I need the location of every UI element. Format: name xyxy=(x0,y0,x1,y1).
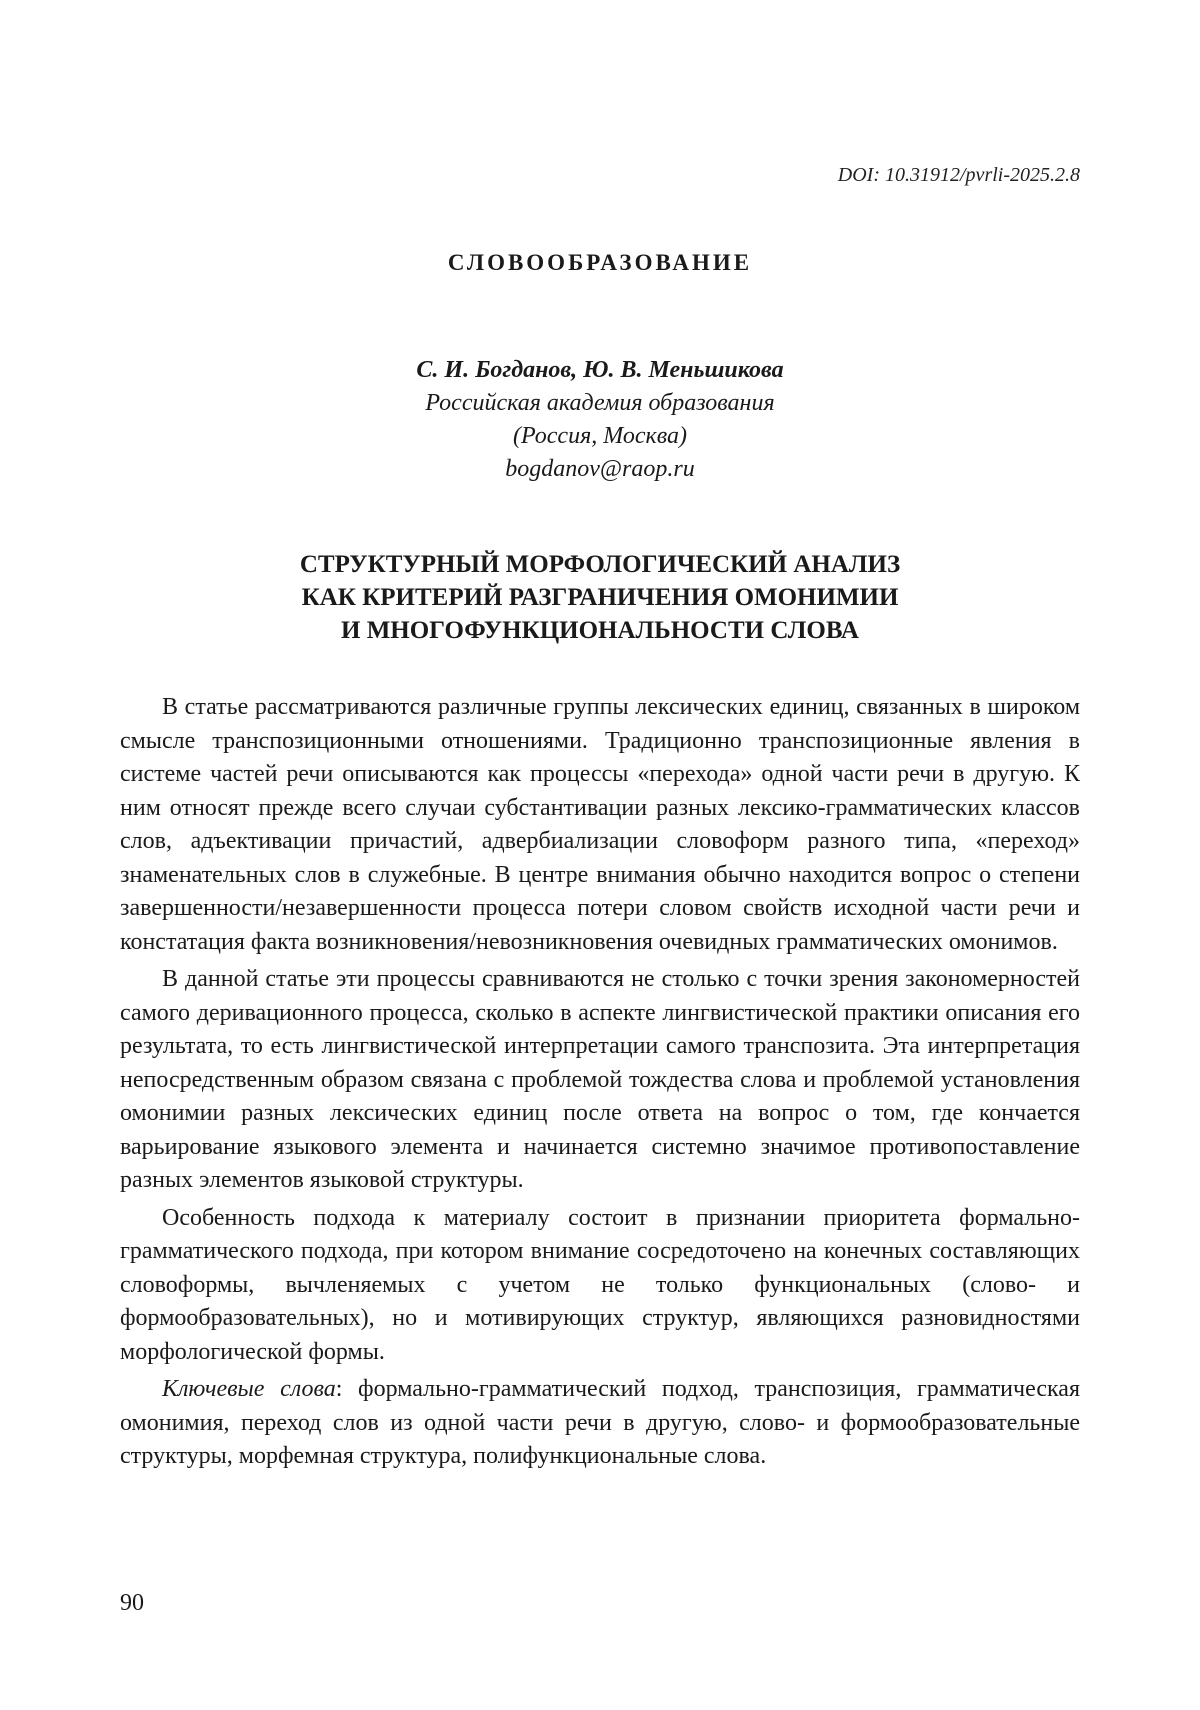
abstract-paragraph: В данной статье эти процессы сравниваются не столько с точки зрения закономерностей самого деривационного процесса, сколько в аспекте лингвистической практики описания его результата, то есть лингвистической интерпретации самого транспозита. Эта интерпретация непосредственным образом связана с проблемой тождества слова и проблемой установления омонимии разных лексических единиц после ответа на вопрос о том, где кончается варьирование языкового элемента и начинается системно значимое противопоставление разных элементов языковой структуры. xyxy=(120,966,1080,1193)
article-title xyxy=(0,548,1200,647)
keywords-label: Ключевые слова xyxy=(162,1376,336,1402)
abstract-paragraph: В статье рассматриваются различные группы лексических единиц, связанных в широком смысле транспозиционными отношениями. Традиционно транспозиционные явления в системе частей речи описываются как процессы «перехода» одной части речи в другую. К ним относят прежде всего случаи субстантивации разных лексико-грамматических классов слов, адъективации причастий, адвербиализации словоформ разного типа, «переход» знаменательных слов в служебные. В центре внимания обычно находится вопрос о степени завершенности/незавершенности процесса потери словом свойств исходной части речи и констатация факта возникновения/невозникновения очевидных грамматических омонимов. xyxy=(120,694,1080,955)
author-block xyxy=(0,354,1200,486)
location: (Россия, Москва) xyxy=(512,423,688,449)
section-title: СЛОВООБРАЗОВАНИЕ xyxy=(447,250,753,275)
abstract-paragraph: Особенность подхода к материалу состоит в признании приоритета формально-грамматического подхода, при котором внимание сосредоточено на конечных составляющих словоформы, вычленяемых с учетом не только функциональных (слово- и формообразовательных), но и мотивирующих структур, являющихся разновидностями морфологической формы. xyxy=(120,1204,1080,1365)
article-title-line: И МНОГОФУНКЦИОНАЛЬНОСТИ СЛОВА xyxy=(341,617,859,644)
keywords-paragraph xyxy=(120,1373,1080,1474)
page-number: 90 xyxy=(120,1590,144,1616)
article-title-line: КАК КРИТЕРИЙ РАЗГРАНИЧЕНИЯ ОМОНИМИИ xyxy=(301,584,899,611)
article-title-line: СТРУКТУРНЫЙ МОРФОЛОГИЧЕСКИЙ АНАЛИЗ xyxy=(299,551,901,578)
authors: С. И. Богданов, Ю. В. Меньшикова xyxy=(416,357,784,383)
doi-label: DOI: 10.31912/pvrli-2025.2.8 xyxy=(837,164,1080,186)
email: bogdanov@raop.ru xyxy=(505,456,695,482)
abstract xyxy=(120,691,1080,1474)
affiliation: Российская академия образования xyxy=(425,390,775,416)
keywords-text: : формально-грамматический подход, транспозиция, грамматическая омонимия, переход слов из одной части речи в другую, слово- и формообразовательные структуры, морфемная структура, полифункциональные слова. xyxy=(120,1376,1080,1469)
